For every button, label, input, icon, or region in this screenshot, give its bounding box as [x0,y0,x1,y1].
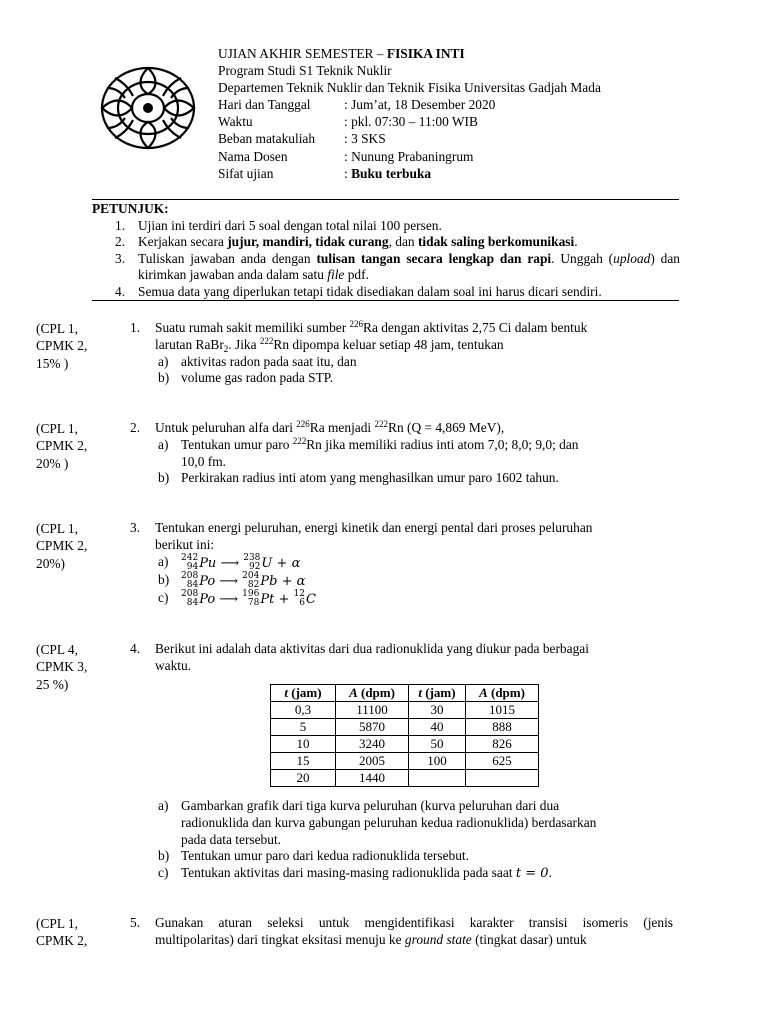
table-header-row [271,685,539,702]
table-cell: 5870 [336,719,409,736]
table-cell: 888 [466,719,539,736]
table-cell: 30 [409,702,466,719]
table-cell: 1015 [466,702,539,719]
q4-parts [155,798,673,883]
column-header-activity: A (dpm) [336,685,409,702]
table-cell: 1440 [336,770,409,787]
table-cell: 0,3 [271,702,336,719]
department-name: Departemen Teknik Nuklir dan Teknik Fisika Universitas Gadjah Mada [218,80,601,96]
table-cell: 826 [466,736,539,753]
q5-text: Gunakan aturan seleksi untuk mengidentifikasi karakter transisi isomeris (jenis multipolaritas) dari tingkat eksitasi menuju ke ground state (tingkat dasar) untuk [155,915,673,947]
table-cell: 40 [409,719,466,736]
instructions-divider [92,300,679,301]
table-row [271,702,539,719]
q3-reaction-a: a) 242 94 Pu ⟶ 238 92 U + α [158,552,301,572]
table-cell [466,770,539,787]
table-cell: 5 [271,719,336,736]
column-header-time: t (jam) [271,685,336,702]
q4-weight: (CPL 4, CPMK 3, 25 %) [36,642,88,692]
q4-number: 4. [130,641,141,656]
instruction-item: 3. Tuliskan jawaban anda dengan tulisan tangan secara lengkap dan rapi. Unggah (upload) dan kirimkan jawaban anda dalam satu file pdf. [115,250,680,283]
info-row-credits: Beban matakuliah : 3 SKS [218,131,386,147]
q4-part-a: a) Gambarkan grafik dari tiga kurva peluruhan (kurva peluruhan dari dua radionuklida dan kurva gabungan peluruhan kedua radionuklida) berdasarkan pada data tersebut. [158,798,597,847]
q3-text: Tentukan energi peluruhan, energi kinetik dan energi pental dari proses peluruhan berikut ini: a) 242 94 Pu ⟶ 238 92 U + α b) 208 84 Po ⟶ 204 82 Pb + α c) 208 84 Po ⟶ 196 78 Pt + 12 6 C [155,520,673,608]
q2-weight: (CPL 1, CPMK 2, 20% ) [36,421,88,471]
q1-weight: (CPL 1, CPMK 2, 15% ) [36,321,88,371]
info-row-time: Waktu : pkl. 07:30 – 11:00 WIB [218,114,478,130]
info-row-date: Hari dan Tanggal : Jum’at, 18 Desember 2020 [218,97,496,113]
q1-part-a: a) aktivitas radon pada saat itu, dan [158,353,357,369]
instruction-item: 4. Semua data yang diperlukan tetapi tidak disediakan dalam soal ini harus dicari sendiri. [115,283,602,299]
table-cell: 2005 [336,753,409,770]
q4-part-c: c) Tentukan aktivitas dari masing-masing radionuklida pada saat t = 0. [158,865,552,882]
university-seal-logo [93,58,203,158]
q2-part-b: b) Perkirakan radius inti atom yang menghasilkan umur paro 1602 tahun. [158,470,559,486]
q3-weight: (CPL 1, CPMK 2, 20%) [36,521,88,571]
exam-header [218,45,601,182]
table-row [271,770,539,787]
table-cell: 50 [409,736,466,753]
q4-part-b: b) Tentukan umur paro dari kedua radionuklida tersebut. [158,848,469,864]
q2-text: Untuk peluruhan alfa dari $^{226}$Ra menjadi $^{222}$Rn (Q = 4,869 MeV), a) Tentukan umur paro $^{222}$Rn jika memiliki radius inti atom 7,0; 8,0; 9,0; dan 10,0 fm. b) Perkirakan radius inti atom yang menghasilkan umur paro 1602 tahun. [155,420,673,487]
q2-number: 2. [130,420,141,435]
table-cell: 3240 [336,736,409,753]
table-row [271,719,539,736]
q1-number: 1. [130,320,141,335]
table-cell: 625 [466,753,539,770]
q5-weight: (CPL 1, CPMK 2, [36,916,88,949]
table-cell: 10 [271,736,336,753]
table-row [271,753,539,770]
table-cell: 20 [271,770,336,787]
instructions-title: PETUNJUK: [92,201,169,216]
instructions-list [115,218,680,300]
header-divider [92,199,679,200]
q1-text: Suatu rumah sakit memiliki sumber $^{226}$Ra dengan aktivitas 2,75 Ci dalam bentuk larutan RaBr$_2$. Jika $^{222}$Rn dipompa keluar setiap 48 jam, tentukan a) aktivitas radon pada saat itu, dan b) volume gas radon pada STP. [155,320,673,387]
column-header-time: t (jam) [409,685,466,702]
instruction-item: 2. Kerjakan secara jujur, mandiri, tidak curang, dan tidak saling berkomunikasi. [115,234,578,250]
program-name: Program Studi S1 Teknik Nuklir [218,63,392,79]
table-row [271,736,539,753]
table-cell: 15 [271,753,336,770]
activity-data-table [270,684,539,787]
q4-text: Berikut ini adalah data aktivitas dari dua radionuklida yang diukur pada berbagai waktu. [155,641,589,673]
info-row-exam-type: Sifat ujian : Buku terbuka [218,165,432,181]
q2-part-a: a) Tentukan umur paro $^{222}$Rn jika memiliki radius inti atom 7,0; 8,0; 9,0; dan 10,0 fm. [158,435,579,469]
q5-number: 5. [130,915,141,930]
q1-part-b: b) volume gas radon pada STP. [158,370,334,386]
q3-reaction-c: c) 208 84 Po ⟶ 196 78 Pt + 12 6 C [158,588,316,608]
exam-title: UJIAN AKHIR SEMESTER – FISIKA INTI [218,46,465,61]
table-cell [409,770,466,787]
info-row-lecturer: Nama Dosen : Nunung Prabaningrum [218,148,474,164]
column-header-activity: A (dpm) [466,685,539,702]
q3-number: 3. [130,520,141,535]
instruction-item: 1. Ujian ini terdiri dari 5 soal dengan total nilai 100 persen. [115,218,442,233]
q3-reaction-b: b) 208 84 Po ⟶ 204 82 Pb + α [158,570,306,590]
table-cell: 11100 [336,702,409,719]
table-cell: 100 [409,753,466,770]
